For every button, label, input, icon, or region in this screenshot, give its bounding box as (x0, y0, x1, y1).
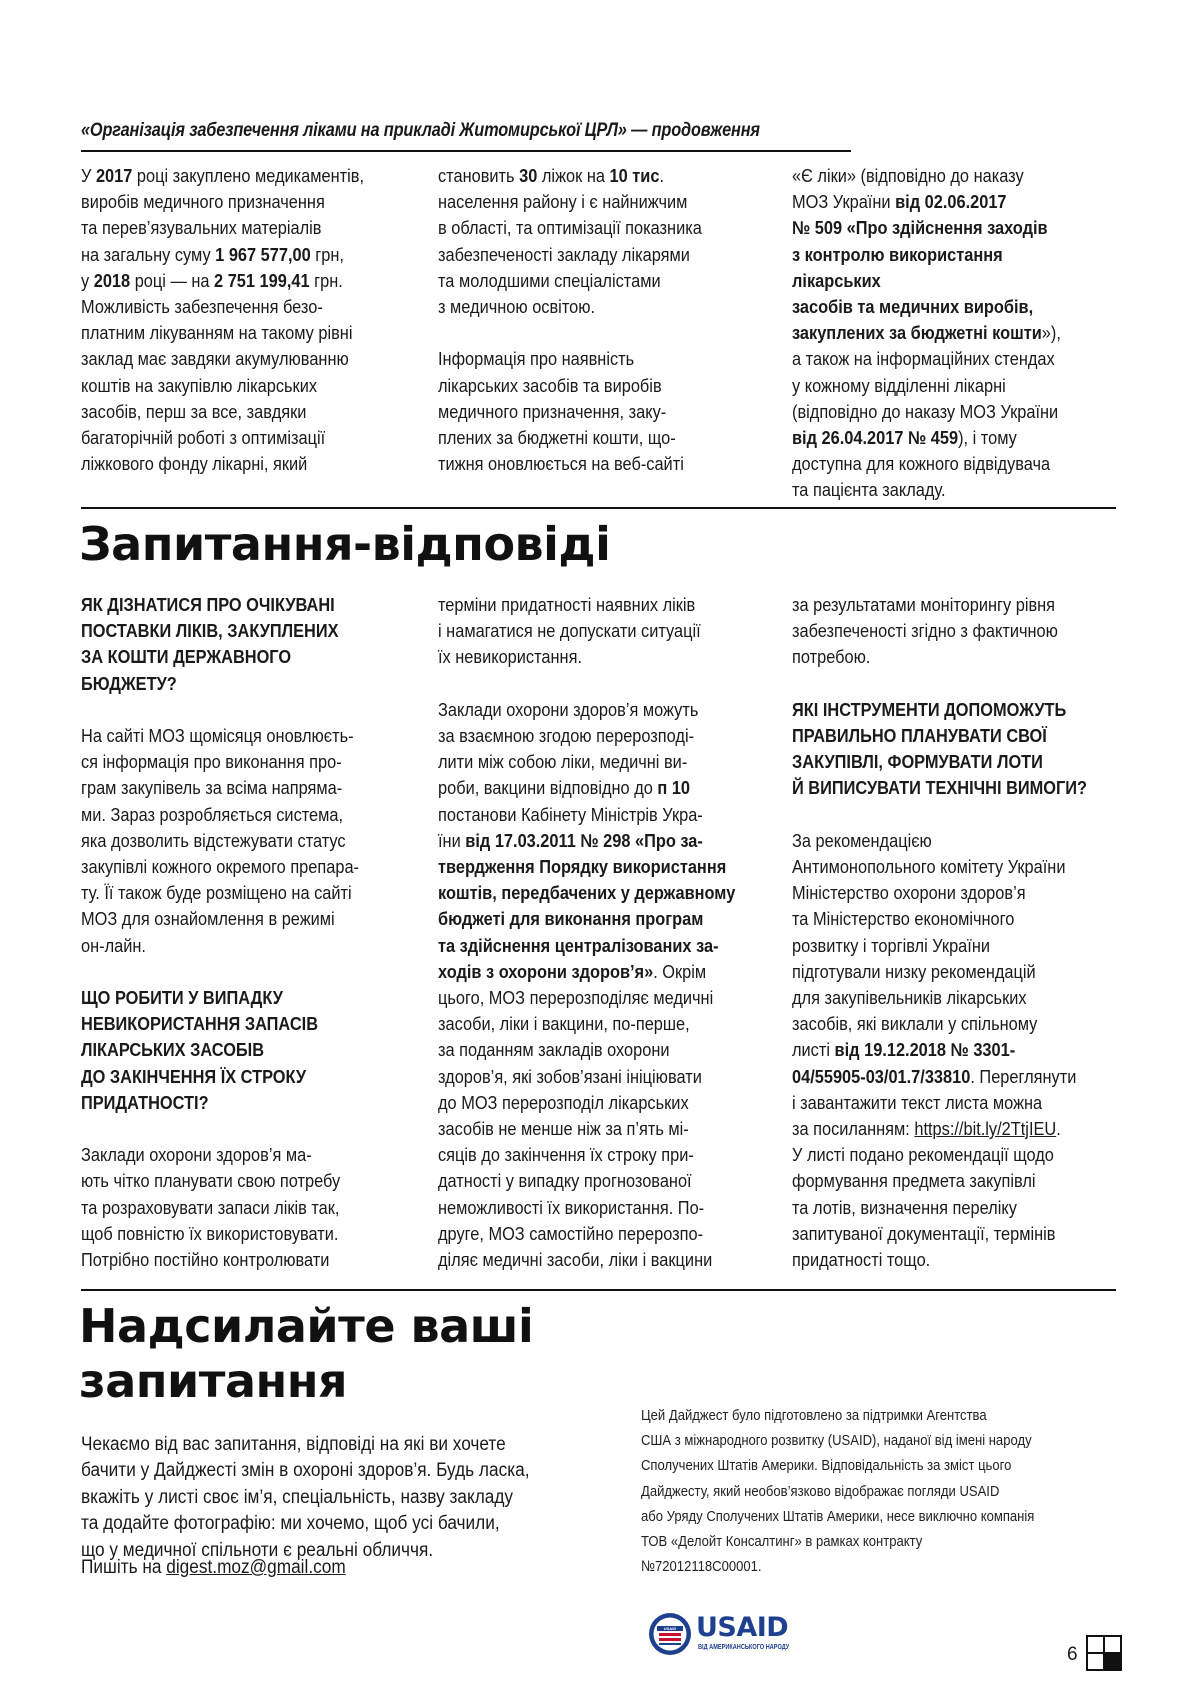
body-text: . Переглянути і завантажити текст листа можна за посиланням: (792, 1065, 1077, 1140)
body-text: Заклади охорони здоров’я ма- ють чітко планувати свою потребу та розраховувати запаси ліків так, щоб повністю їх використовувати. Потрібно постійно контролювати (81, 1144, 341, 1271)
body-text: становить (438, 165, 520, 186)
question-heading: ЩО РОБИТИ У ВИПАДКУ НЕВИКОРИСТАННЯ ЗАПАСІВ ЛІКАРСЬКИХ ЗАСОБІВ ДО ЗАКІНЧЕННЯ ЇХ СТРОКУ ПРИДАТНОСТІ? (81, 987, 319, 1113)
bold-text: від 19.12.2018 № 3301- 04/55905-03/01.7/33810 (792, 1039, 1016, 1087)
body-text: терміни придатності наявних ліків і намагатися не допускати ситуації їх невикористання. Заклади охорони здоров’я можуть за взаємною згодою перерозподі- лити між собою ліки, медичні ви- роби, вакцини відповідно до (438, 594, 701, 799)
url-link[interactable]: https://bit.ly/2TtjIEU (914, 1118, 1057, 1140)
section-rule-1 (81, 507, 1116, 509)
usaid-tagline: ВІД АМЕРИКАНСЬКОГО НАРОДУ (698, 1644, 790, 1651)
running-header-title: «Організація забезпечення ліками на прикладі Житомирської ЦРЛ» — продовження (81, 120, 760, 141)
body-text: У (81, 165, 96, 186)
body-text: . У листі подано рекомендації щодо формування предмета закупівлі та лотів, визначення переліку запитуваної документації, термінів придатності тощо. (792, 1118, 1061, 1271)
body-text: році закуплено медикаментів, виробів медичного призначення та перев’язувальних матеріалів на загальну суму (81, 165, 365, 265)
intro-column-1 (81, 163, 385, 477)
body-text: »), а також на інформаційних стендах у кожному відділенні лікарні (відповідно до наказу МОЗ України (792, 322, 1061, 422)
body-text: ), і тому доступна для кожного відвідувача та пацієнта закладу. (792, 427, 1051, 501)
bold-text: від 17.03.2011 № 298 «Про за- твердження Порядку використання коштів, передбачених у державному бюджеті для виконання програм та здійснення централізованих за- ходів з охорони здоров’я» (438, 829, 736, 982)
body-text: ліжок на (537, 165, 610, 186)
send-body: Чекаємо від вас запитання, відповіді на які ви хочете бачити у Дайджесті змін в охороні здоров’я. Будь ласка, вкажіть у листі своє ім’я, спеціальність, назву закладу та додайте фотографію: ми хочемо, щоб усі бачили, що у медичної спільноти є реальні обличчя. (81, 1433, 530, 1561)
body-text: . населення району і є найнижчим в області, та оптимізації показника забезпеченості закладу лікарями та молодшими спеціалістами з медичною освітою. Інформація про наявність лікарських засобів та виробів медичного призначення, заку- плених за бюджетні кошти, що- тижня оновлюється на веб-сайті (438, 165, 702, 475)
write-to-line (81, 1554, 451, 1580)
page-number: 6 (1067, 1644, 1078, 1665)
qa-column-1 (81, 592, 385, 1273)
email-link[interactable]: digest.moz@gmail.com (166, 1556, 346, 1578)
body-text: . Окрім цього, МОЗ перерозподіляє медичні засоби, ліки і вакцини, по-перше, за поданням закладів охорони здоров’я, які зобов’язані ініціювати до МОЗ перерозподіл лікарських засобів не менше ніж за п’ять мі- сяців до закінчення їх строку при- датності у випадку прогнозованої неможливості їх використання. По- друге, МОЗ самостійно перерозпо- діляє медичні засоби, ліки і вакцини (438, 960, 714, 1271)
question-heading: ЯК ДІЗНАТИСЯ ПРО ОЧІКУВАНІ ПОСТАВКИ ЛІКІВ, ЗАКУПЛЕНИХ ЗА КОШТИ ДЕРЖАВНОГО БЮДЖЕТУ? (81, 594, 339, 694)
qa-column-3 (792, 592, 1091, 1273)
section-rule-2 (81, 1289, 1116, 1291)
bold-text: 10 тис (609, 165, 660, 186)
usaid-disclaimer: Цей Дайджест було підготовлено за підтримки Агентства США з міжнародного розвитку (USAID), наданої від імені народу Сполучених Штатів Америки. Відповідальність за зміст цього Дайджесту, який необов’язково відображає погляди USAID або Уряду Сполучених Штатів Америки, несе виключно компанія ТОВ «Делойт Консалтинг» в рамках контракту №72012118C00001. (641, 1407, 1035, 1576)
usaid-wordmark: USAID (696, 1612, 789, 1643)
body-text: році — на (130, 269, 215, 291)
usaid-seal-text: USAID (663, 1626, 677, 1631)
body-text: «Є ліки» (відповідно до наказу МОЗ України (792, 165, 1024, 213)
body-text: грн, у (81, 243, 344, 291)
intro-column-2 (438, 163, 742, 477)
bold-text: 2017 (95, 165, 133, 186)
intro-column-3 (792, 163, 1091, 504)
bold-text: від 26.04.2017 № 459 (792, 427, 959, 449)
body-text: за результатами моніторингу рівня забезпеченості згідно з фактичною потребою. (792, 594, 1058, 668)
body-text: грн. Можливість забезпечення безо- платним лікуванням на такому рівні заклад має завдяки акумулюванню коштів на закупівлю лікарських засобів, перш за все, завдяки багаторічній роботі з оптимізації ліжкового фонду лікарні, який (81, 269, 353, 475)
bold-text: від 02.06.2017 № 509 «Про здійснення заходів з контролю використання лікарських засобів та медичних виробів, закуплених за бюджетні кошти (792, 191, 1048, 344)
bold-text: 2018 (93, 269, 131, 291)
bold-text: 30 (519, 165, 538, 186)
write-label: Пишіть на (81, 1556, 167, 1578)
header-rule (81, 150, 851, 152)
send-heading-line-1: Надсилайте ваші (79, 1299, 534, 1353)
usaid-logo (648, 1610, 798, 1658)
body-text: На сайті МОЗ щомісяця оновлюєть- ся інформація про виконання про- грам закупівель за всіма напряма- ми. Зараз розробляється система, яка дозволить відстежувати статус закупівлі кожного окремого препара- ту. Її також буде розміщено на сайті МОЗ для ознайомлення в режимі он-лайн. (81, 725, 359, 956)
grid-icon (1086, 1635, 1122, 1671)
bold-text: 2 751 199,41 (214, 269, 310, 291)
body-text: постанови Кабінету Міністрів Укра- їни (438, 803, 703, 851)
send-heading-line-2: запитання (79, 1354, 348, 1408)
question-heading: ЯКІ ІНСТРУМЕНТИ ДОПОМОЖУТЬ ПРАВИЛЬНО ПЛАНУВАТИ СВОЇ ЗАКУПІВЛІ, ФОРМУВАТИ ЛОТИ Й ВИПИСУВАТИ ТЕХНІЧНІ ВИМОГИ? (792, 698, 1088, 799)
body-text: За рекомендацією Антимонопольного комітету України Міністерство охорони здоров’я та Міністерство економічного розвитку і торгівлі України підготували низку рекомендацій для закупівельників лікарських засобів, які виклали у спільному листі (792, 829, 1066, 1061)
qa-column-2 (438, 592, 742, 1273)
bold-text: 1 967 577,00 (215, 243, 311, 265)
qa-heading: Запитання-відповіді (79, 517, 611, 571)
bold-text: п 10 (657, 777, 691, 799)
